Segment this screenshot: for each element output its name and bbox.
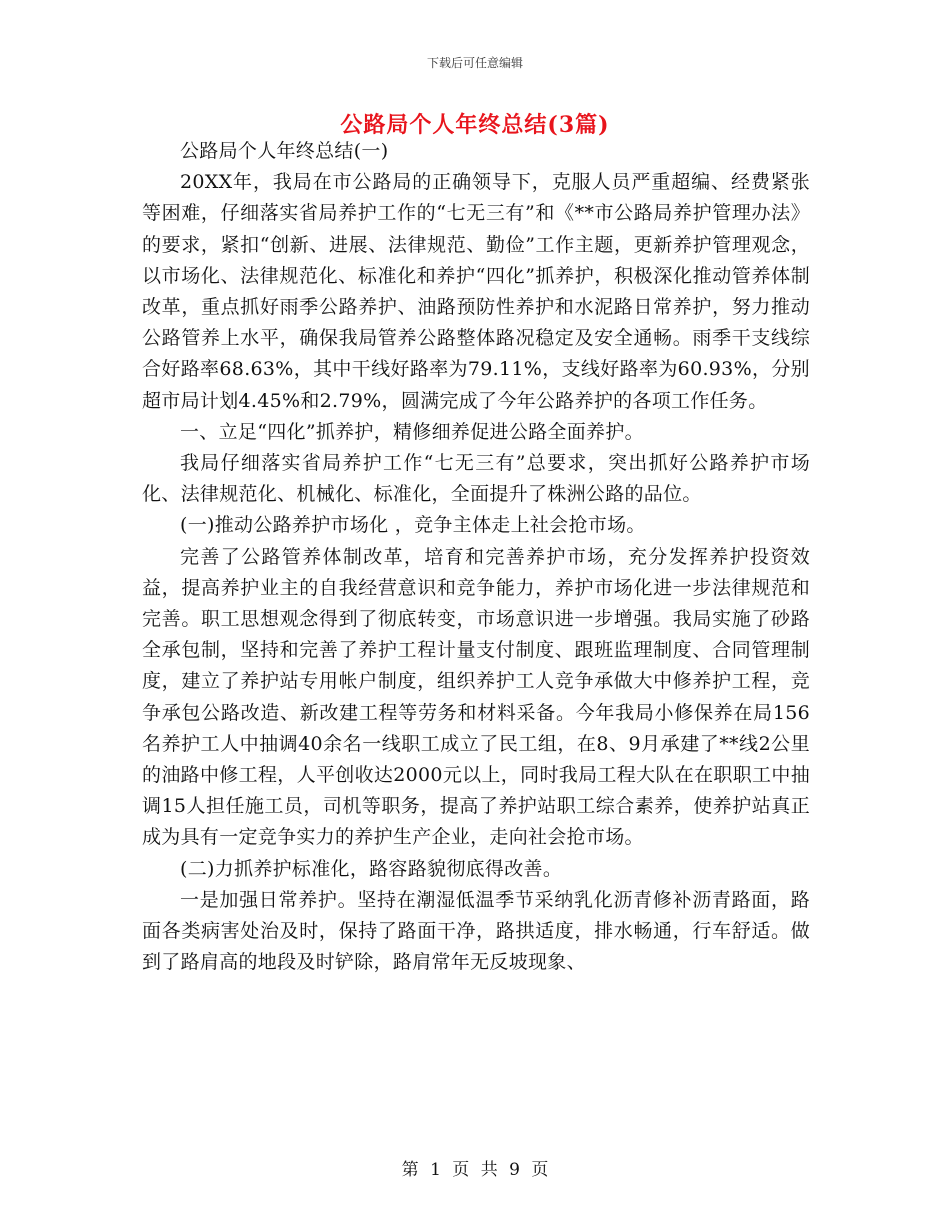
subsection-heading-2: (二)力抓养护标准化，路容路貌彻底得改善。 (180, 857, 563, 880)
subsection-paragraph-1: 完善了公路管养体制改革，培育和完善养护市场，充分发挥养护投资效益，提高养护业主的自我经营意识和竞争能力，养护市场化进一步法律规范和完善。职工思想观念得到了彻底转变，市场意识进一步增强。我局实施了砂路全承包制，坚持和完善了养护工程计量支付制度、跟班监理制度、合同管理制度，建立了养护站专用帐户制度，组织养护工人竞争承做大中修养护工程，竞争承包公路改造、新改建工程等劳务和材料采备。今年我局小修保养在局156名养护工人中抽调40余名一线职工成立了民工组，在8、9月承建了**线2公里的油路中修工程，人平创收达2000元以上，同时我局工程大队在在职职工中抽调15人担任施工员，司机等职务，提高了养护站职工综合素养，使养护站真正成为具有一定竞争实力的养护生产企业，走向社会抢市场。 (142, 545, 810, 849)
document-title: 公路局个人年终总结(3篇) (340, 112, 610, 138)
header-note: 下载后可任意编辑 (426, 56, 523, 70)
intro-paragraph: 20XX年，我局在市公路局的正确领导下，克服人员严重超编、经费紧张等困难，仔细落实省局养护工作的“七无三有”和《**市公路局养护管理办法》的要求，紧扣“创新、进展、法律规范、勤俭”工作主题，更新养护管理观念，以市场化、法律规范化、标准化和养护“四化”抓养护，积极深化推动管养体制改革，重点抓好雨季公路养护、油路预防性养护和水泥路日常养护，努力推动公路管养上水平，确保我局管养公路整体路况稳定及安全通畅。雨季干支线综合好路率68.63%，其中干线好路率为79.11%，支线好路率为60.93%，分别超市局计划4.45%和2.79%，圆满完成了今年公路养护的各项工作任务。 (142, 171, 810, 412)
section-paragraph-1: 我局仔细落实省局养护工作“七无三有”总要求，突出抓好公路养护市场化、法律规范化、机械化、标准化，全面提升了株洲公路的品位。 (142, 452, 810, 506)
subsection-heading-1: (一)推动公路养护市场化 ，竞争主体走上社会抢市场。 (180, 514, 646, 537)
document-body (142, 136, 810, 978)
page-number-footer: 第 1 页 共 9 页 (401, 1160, 549, 1180)
subtitle-paragraph: 公路局个人年终总结(一) (180, 140, 389, 162)
subsection-paragraph-2: 一是加强日常养护。坚持在潮湿低温季节采纳乳化沥青修补沥青路面，路面各类病害处治及时，保持了路面干净，路拱适度，排水畅通，行车舒适。做到了路肩高的地段及时铲除，路肩常年无反坡现象、 (142, 888, 810, 974)
section-heading-1: 一、立足“四化”抓养护，精修细养促进公路全面养护。 (180, 420, 644, 443)
